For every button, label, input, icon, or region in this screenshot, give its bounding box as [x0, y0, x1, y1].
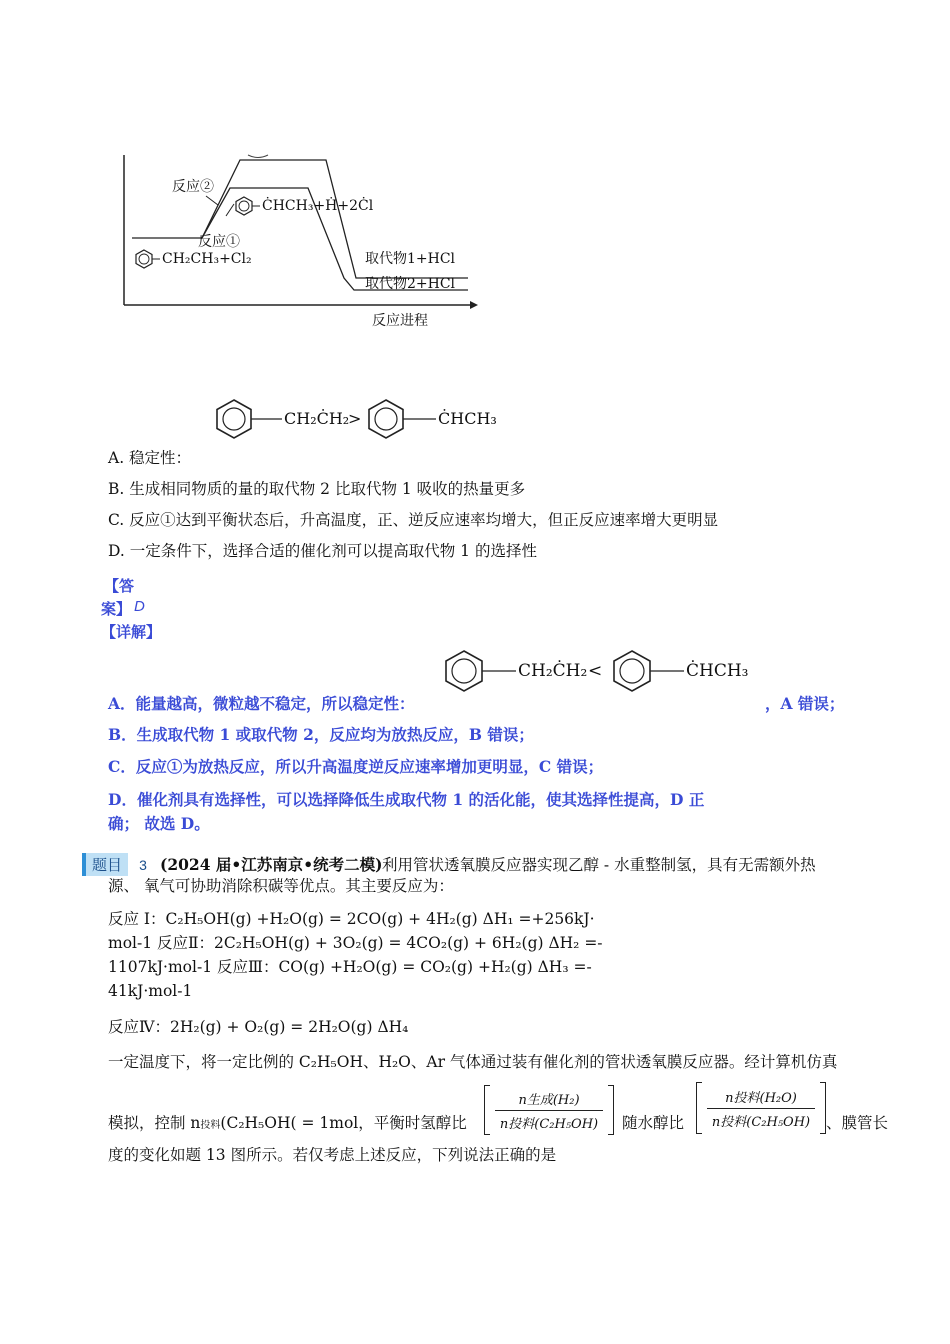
- question-intro-1: 利用管状透氧膜反应器实现乙醇 - 水重整制氢，具有无需额外热: [382, 856, 816, 874]
- detail-operator: <: [588, 661, 603, 681]
- stability-left-group: CH₂ĊH₂: [284, 409, 350, 428]
- question-intro-2: 源、 氧气可协助消除积碳等优点。其主要反应为：: [108, 877, 454, 895]
- explanation-d2: 确； 故选 D。: [108, 814, 210, 833]
- benzene-ring-icon: [446, 651, 482, 691]
- x-axis-arrow: [470, 301, 478, 309]
- label-product-2: 取代物2+HCl: [365, 276, 456, 292]
- question-badge: 题目: [82, 853, 128, 876]
- answer-value: D: [134, 598, 145, 615]
- paragraph-2-a: 模拟，控制 n投料(C₂H₅OH( = 1mol，平衡时氢醇比: [108, 1114, 467, 1132]
- option-d: D. 一定条件下，选择合适的催化剂可以提高取代物 1 的选择性: [108, 542, 537, 560]
- paragraph-3: 度的变化如题 13 图所示。若仅考虑上述反应，下列说法正确的是: [108, 1146, 557, 1164]
- fraction-water-ethanol: n投料(H₂O) n投料(C₂H₅OH): [696, 1082, 826, 1134]
- benzene-ring-icon: [217, 400, 251, 438]
- explanation-b: B．生成取代物 1 或取代物 2，反应均为放热反应，B 错误；: [108, 725, 534, 744]
- reaction-4-line: 反应Ⅳ：2H₂(g) + O₂(g) = 2H₂O(g) ΔH₄: [108, 1018, 409, 1036]
- reaction-1-line: 反应 Ⅰ：C₂H₅OH(g) +H₂O(g) = 2CO(g) + 4H₂(g) ΔH₁ =+256kJ·: [108, 910, 595, 928]
- label-reaction-1: 反应①: [198, 234, 240, 250]
- option-c: C. 反应①达到平衡状态后，升高温度，正、逆反应速率均增大，但正反应速率增大更明显: [108, 511, 719, 529]
- option-a: A. 稳定性：: [108, 449, 192, 467]
- label-x-axis: 反应进程: [372, 313, 428, 329]
- fraction-hydrogen-ethanol: n生成(H₂) n投料(C₂H₅OH): [484, 1085, 614, 1135]
- benzene-ring-icon: [369, 400, 403, 438]
- reaction-3-line: 1107kJ·mol-1 反应Ⅲ：CO(g) +H₂O(g) = CO₂(g) +H₂(g) ΔH₃ =-: [108, 958, 592, 976]
- label-reactant: CH₂CH₃+Cl₂: [162, 251, 252, 267]
- stability-right-group: ĊHCH₃: [438, 409, 497, 428]
- option-b: B. 生成相同物质的量的取代物 2 比取代物 1 吸收的热量更多: [108, 480, 526, 498]
- benzene-ring-icon: [136, 250, 152, 268]
- explanation-d1: D．催化剂具有选择性，可以选择降低生成取代物 1 的活化能，使其选择性提高，D 正: [108, 790, 705, 809]
- detail-right-group: ĊHCH₃: [686, 661, 749, 681]
- benzene-ring-icon: [236, 197, 252, 215]
- paragraph-2-c: 随水醇比: [622, 1114, 685, 1132]
- question-source: (2024 届•江苏南京•统考二模): [160, 855, 383, 874]
- question-number: 3: [139, 857, 147, 873]
- label-product-1: 取代物1+HCl: [365, 251, 456, 267]
- detail-left-group: CH₂ĊH₂: [518, 661, 588, 681]
- answer-label-line2: 案】: [101, 600, 132, 618]
- paragraph-1: 一定温度下，将一定比例的 C₂H₅OH、H₂O、Ar 气体通过装有催化剂的管状透氧膜反应器。经计算机仿真: [108, 1053, 838, 1071]
- stability-operator: >: [348, 409, 362, 428]
- paragraph-2-d: 、膜管长: [826, 1114, 889, 1132]
- question-header: [82, 853, 147, 876]
- answer-label-line1: 【答: [104, 577, 135, 595]
- explanation-a: A．能量越高，微粒越不稳定，所以稳定性：: [108, 694, 415, 713]
- explanation-c: C．反应①为放热反应，所以升高温度逆反应速率增加更明显，C 错误；: [108, 757, 604, 776]
- reaction-3-tail: 41kJ·mol-1: [108, 982, 193, 1000]
- detail-label: 【详解】: [101, 623, 162, 641]
- explanation-a-tail: ，A 错误；: [765, 694, 845, 713]
- benzene-ring-icon: [614, 651, 650, 691]
- label-intermediate: ĊHCH₃+Ḣ+2Ċl: [262, 198, 374, 214]
- reaction-2-line: mol-1 反应Ⅱ：2C₂H₅OH(g) + 3O₂(g) = 4CO₂(g) + 6H₂(g) ΔH₂ =-: [108, 934, 603, 952]
- label-reaction-2: 反应②: [172, 179, 214, 195]
